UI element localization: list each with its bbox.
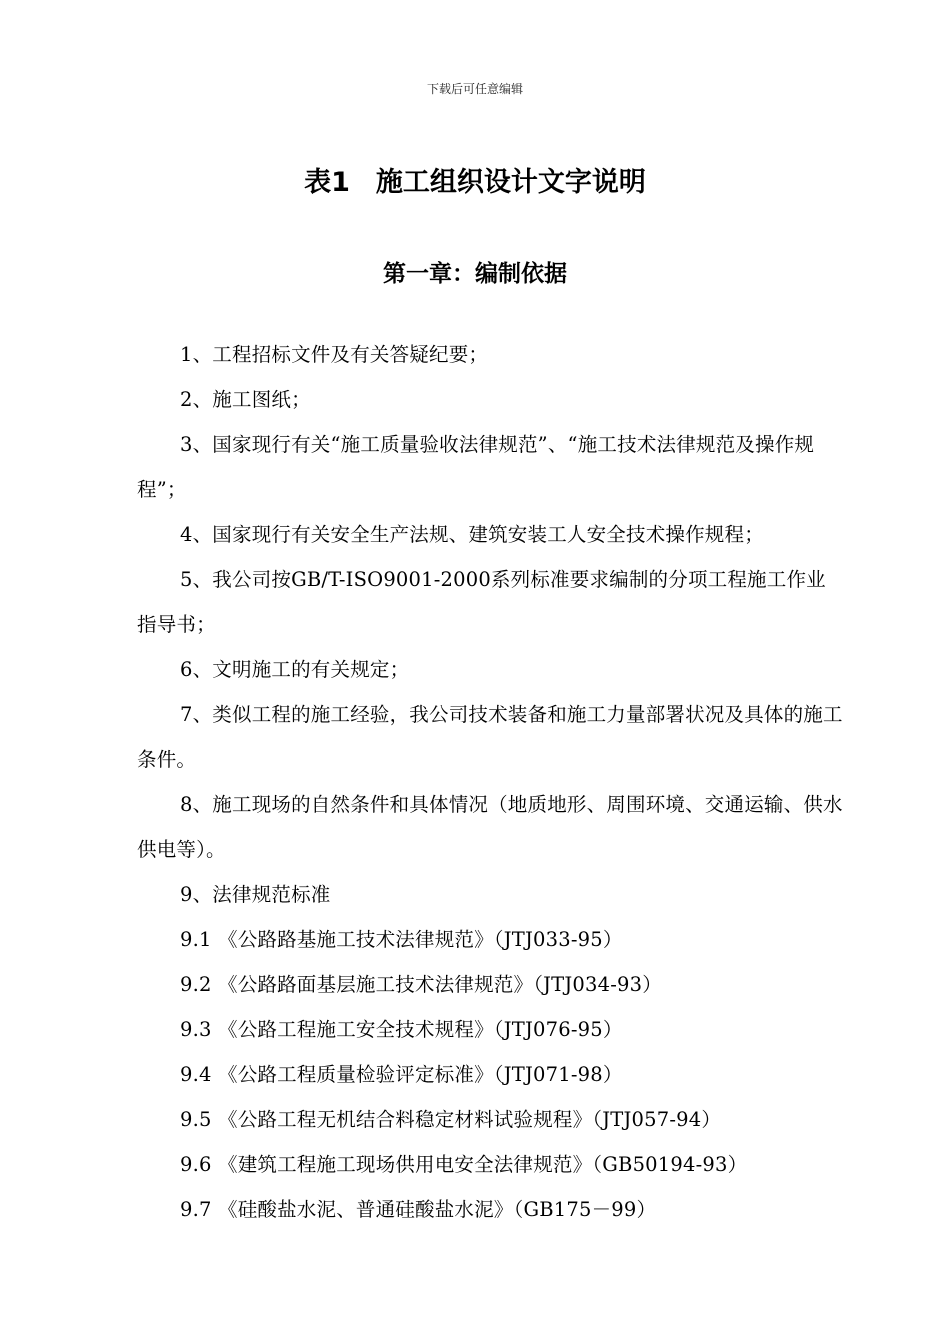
paragraph: 7、类似工程的施工经验，我公司技术装备和施工力量部署状况及具体的施工条件。 <box>137 703 843 771</box>
paragraph: 4、国家现行有关安全生产法规、建筑安装工人安全技术操作规程； <box>180 523 764 546</box>
standard-item: 9.3 《公路工程施工安全技术规程》（JTJ076-95） <box>180 1018 623 1041</box>
chapter-heading: 第一章：编制依据 <box>383 261 567 287</box>
standard-item: 9.7 《硅酸盐水泥、普通硅酸盐水泥》（GB175－99） <box>180 1198 657 1221</box>
title-text: 施工组织设计文字说明 <box>375 167 646 198</box>
document-body <box>137 332 843 1232</box>
standard-item: 9.4 《公路工程质量检验评定标准》（JTJ071-98） <box>180 1063 623 1086</box>
standard-item: 9.6 《建筑工程施工现场供用电安全法律规范》（GB50194-93） <box>180 1153 748 1176</box>
paragraph: 9、法律规范标准 <box>180 883 331 906</box>
standard-item: 9.2 《公路路面基层施工技术法律规范》（JTJ034-93） <box>180 973 662 996</box>
table-number: 表1 <box>304 167 350 198</box>
paragraph: 1、工程招标文件及有关答疑纪要； <box>180 343 489 366</box>
paragraph: 2、施工图纸； <box>180 388 311 411</box>
standard-item: 9.5 《公路工程无机结合料稳定材料试验规程》（JTJ057-94） <box>180 1108 722 1131</box>
paragraph: 6、文明施工的有关规定； <box>180 658 410 681</box>
document-title <box>0 160 950 199</box>
paragraph: 8、施工现场的自然条件和具体情况（地质地形、周围环境、交通运输、供水供电等）。 <box>137 793 843 861</box>
page-header-note: 下载后可任意编辑 <box>426 82 523 96</box>
paragraph: 5、我公司按GB/T-ISO9001-2000系列标准要求编制的分项工程施工作业指导书； <box>137 568 826 636</box>
standard-item: 9.1 《公路路基施工技术法律规范》（JTJ033-95） <box>180 928 623 951</box>
paragraph: 3、国家现行有关“施工质量验收法律规范”、“施工技术法律规范及操作规程”； <box>137 433 815 501</box>
